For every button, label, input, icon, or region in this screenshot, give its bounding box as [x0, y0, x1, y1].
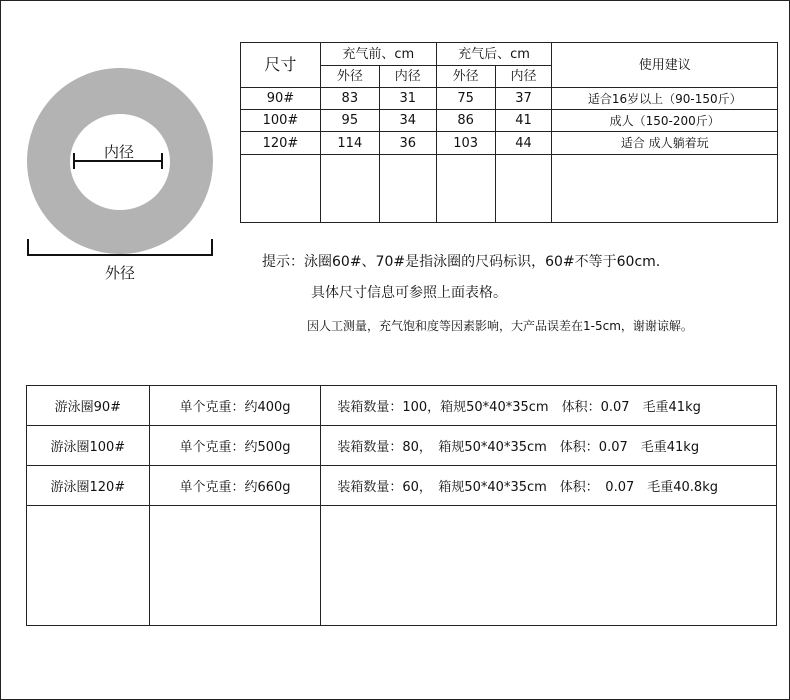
- empty-cell: [379, 154, 436, 222]
- inner-diameter-tick-right: [161, 153, 163, 169]
- note-line-2: 具体尺寸信息可参照上面表格。: [311, 285, 507, 301]
- table-row: [27, 386, 777, 426]
- cell-product-name: 游泳圈120#: [27, 466, 150, 506]
- cell-after-inner: 41: [495, 110, 552, 132]
- outer-diameter-tick-right: [211, 239, 213, 256]
- cell-unit-weight: 单个克重：约400g: [149, 386, 321, 426]
- empty-cell: [436, 154, 495, 222]
- cell-after-outer: 103: [436, 132, 495, 154]
- cell-before-inner: 31: [379, 88, 436, 110]
- cell-before-outer: 83: [320, 88, 379, 110]
- ring-hole: [70, 114, 170, 210]
- table-row: [241, 88, 778, 110]
- outer-diameter-line: [27, 254, 213, 256]
- cell-size: 120#: [241, 132, 321, 154]
- cell-advice: 适合 成人躺着玩: [552, 132, 778, 154]
- cell-after-outer: 75: [436, 88, 495, 110]
- table-row-empty: [27, 506, 777, 626]
- header-after-inflation: 充气后、cm: [436, 43, 552, 66]
- header-before-inner: 内径: [379, 66, 436, 88]
- empty-cell: [320, 154, 379, 222]
- cell-unit-weight: 单个克重：约660g: [149, 466, 321, 506]
- table-row-empty: [241, 154, 778, 222]
- cell-before-outer: 95: [320, 110, 379, 132]
- header-size: 尺寸: [241, 43, 321, 88]
- cell-after-inner: 44: [495, 132, 552, 154]
- table-row: [27, 466, 777, 506]
- cell-before-outer: 114: [320, 132, 379, 154]
- header-advice: 使用建议: [552, 43, 778, 88]
- cell-product-name: 游泳圈100#: [27, 426, 150, 466]
- cell-before-inner: 34: [379, 110, 436, 132]
- cell-after-outer: 86: [436, 110, 495, 132]
- outer-diameter-label: 外径: [104, 264, 135, 282]
- table-row: [27, 426, 777, 466]
- cell-size: 100#: [241, 110, 321, 132]
- cell-unit-weight: 单个克重：约500g: [149, 426, 321, 466]
- inner-diameter-label: 内径: [103, 143, 134, 161]
- packing-table: [26, 385, 777, 626]
- empty-cell: [241, 154, 321, 222]
- header-before-outer: 外径: [320, 66, 379, 88]
- cell-advice: 成人（150-200斤）: [552, 110, 778, 132]
- header-after-outer: 外径: [436, 66, 495, 88]
- size-table: [240, 42, 778, 223]
- inner-diameter-tick-left: [73, 153, 75, 169]
- empty-cell: [321, 506, 777, 626]
- table-row: [241, 110, 778, 132]
- note-line-1: 提示：泳圈60#、70#是指泳圈的尺码标识，60#不等于60cm.: [262, 254, 661, 270]
- cell-advice: 适合16岁以上（90-150斤）: [552, 88, 778, 110]
- cell-product-name: 游泳圈90#: [27, 386, 150, 426]
- empty-cell: [27, 506, 150, 626]
- cell-packing-info: 装箱数量：100，箱规50*40*35cm 体积：0.07 毛重41kg: [321, 386, 777, 426]
- note-line-3: 因人工测量，充气饱和度等因素影响，大产品误差在1-5cm，谢谢谅解。: [307, 319, 693, 333]
- cell-size: 90#: [241, 88, 321, 110]
- cell-packing-info: 装箱数量：60， 箱规50*40*35cm 体积： 0.07 毛重40.8kg: [321, 466, 777, 506]
- cell-before-inner: 36: [379, 132, 436, 154]
- header-after-inner: 内径: [495, 66, 552, 88]
- outer-diameter-tick-left: [27, 239, 29, 256]
- empty-cell: [149, 506, 321, 626]
- cell-packing-info: 装箱数量：80， 箱规50*40*35cm 体积：0.07 毛重41kg: [321, 426, 777, 466]
- table-row: [241, 132, 778, 154]
- empty-cell: [495, 154, 552, 222]
- header-before-inflation: 充气前、cm: [320, 43, 436, 66]
- empty-cell: [552, 154, 778, 222]
- cell-after-inner: 37: [495, 88, 552, 110]
